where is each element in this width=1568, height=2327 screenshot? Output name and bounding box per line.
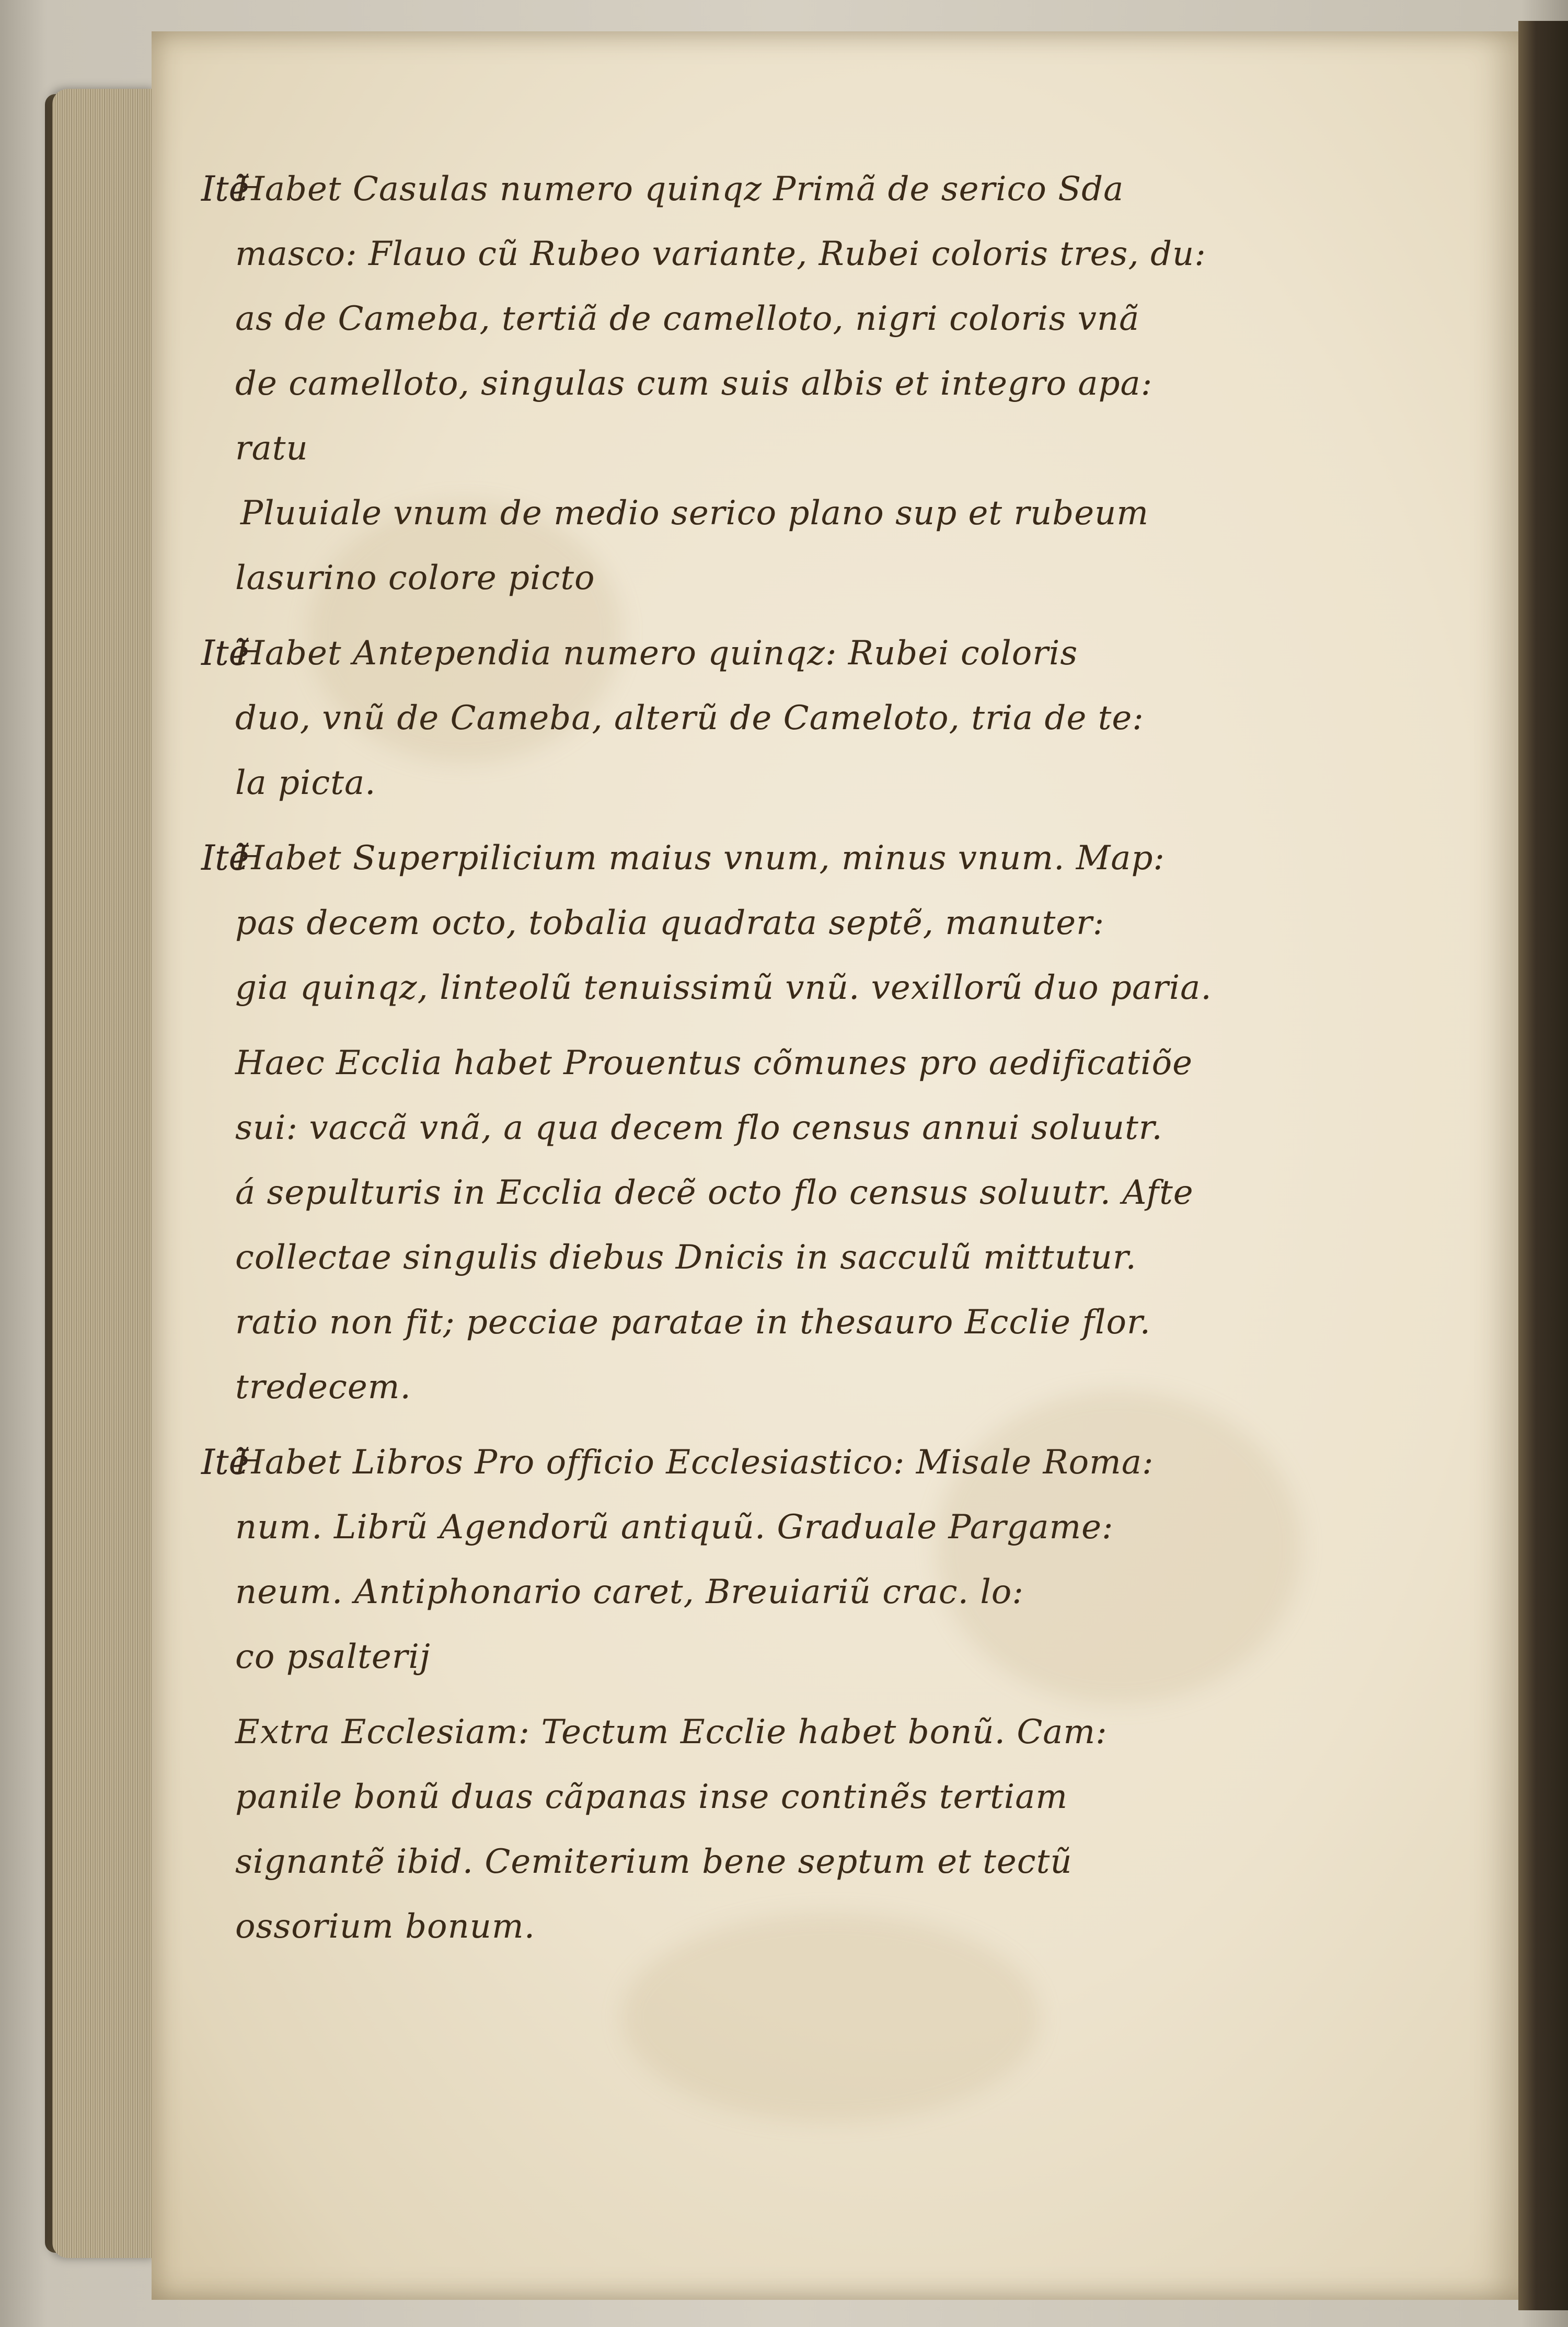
text-line: as de Cameba, tertiã de camelloto, nigri coloris vnã xyxy=(235,299,1140,338)
text-line: neum. Antiphonario caret, Breuiariũ crac. lo: xyxy=(235,1573,1024,1611)
text-line: tredecem. xyxy=(235,1368,411,1407)
text-line: ratu xyxy=(235,429,308,468)
text-line: masco: Flauo cũ Rubeo variante, Rubei coloris tres, du: xyxy=(235,235,1206,273)
item-marker: Itẽ xyxy=(201,838,249,878)
text-line: de camelloto, singulas cum suis albis et integro apa: xyxy=(235,364,1153,403)
text-line: gia quinqz, linteolũ tenuissimũ vnũ. vexillorũ duo paria. xyxy=(235,969,1212,1007)
text-line: collectae singulis diebus Dnicis in sacculũ mittutur. xyxy=(235,1238,1137,1277)
text-line: lasurino colore picto xyxy=(235,559,595,597)
text-line: Extra Ecclesiam: Tectum Ecclie habet bonũ. Cam: xyxy=(235,1713,1108,1752)
entry-antependia xyxy=(201,621,1375,815)
page-edges xyxy=(52,89,157,2258)
text-line: Haec Ecclia habet Prouentus cõmunes pro aedificatiõe xyxy=(235,1044,1193,1082)
text-line: panile bonũ duas cãpanas inse continẽs tertiam xyxy=(235,1778,1068,1816)
text-line: Pluuiale vnum de medio serico plano sup et rubeum xyxy=(240,494,1149,533)
text-line: co psalterij xyxy=(235,1638,431,1676)
item-marker: Itẽ xyxy=(201,169,249,209)
text-line: sui: vaccã vnã, a qua decem flo census annui soluutr. xyxy=(235,1109,1163,1147)
text-line: num. Librũ Agendorũ antiquũ. Graduale Pargame: xyxy=(235,1508,1114,1547)
text-line: duo, vnũ de Cameba, alterũ de Cameloto, tria de te: xyxy=(235,699,1144,738)
item-marker: Itẽ xyxy=(201,1442,249,1482)
entry-casulas xyxy=(201,157,1375,610)
book-gutter xyxy=(1518,21,1568,2310)
text-line: Habet Superpilicium maius vnum, minus vnum. Map: xyxy=(235,839,1165,878)
text-line: pas decem octo, tobalia quadrata septẽ, manuter: xyxy=(235,904,1105,942)
text-line: la picta. xyxy=(235,764,376,802)
item-marker: Itẽ xyxy=(201,633,249,673)
text-line: Habet Libros Pro officio Ecclesiastico: Misale Roma: xyxy=(235,1443,1154,1482)
text-line: ossorium bonum. xyxy=(235,1907,536,1946)
text-line: Habet Antependia numero quinqz: Rubei coloris xyxy=(235,634,1078,673)
text-line: á sepulturis in Ecclia decẽ octo flo census soluutr. Afte xyxy=(235,1173,1194,1212)
entry-extra-ecclesiam xyxy=(235,1700,1375,1959)
handwritten-text xyxy=(193,157,1375,1969)
entry-proventus xyxy=(235,1031,1375,1420)
text-line: ratio non fit; pecciae paratae in thesauro Ecclie flor. xyxy=(235,1303,1151,1342)
entry-superpilicium xyxy=(201,826,1375,1020)
text-line: signantẽ ibid. Cemiterium bene septum et tectũ xyxy=(235,1842,1073,1881)
entry-libros xyxy=(201,1430,1375,1689)
text-line: Habet Casulas numero quinqz Primã de serico Sda xyxy=(235,170,1124,209)
